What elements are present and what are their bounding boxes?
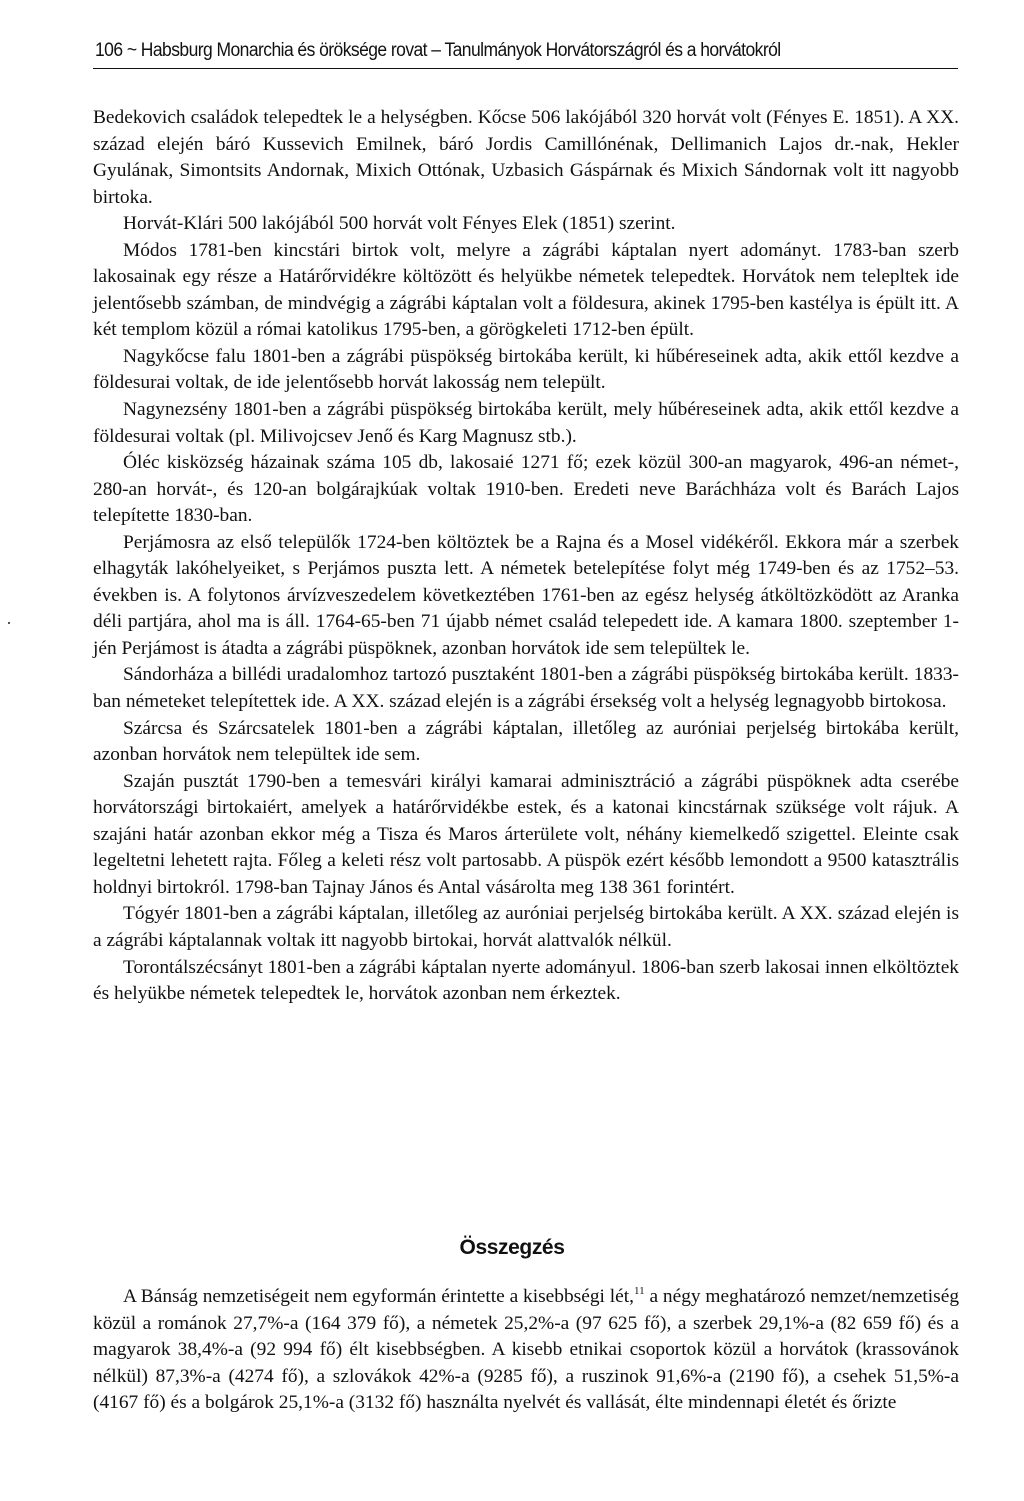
- paragraph-perjamos: Perjámosra az első települők 1724-ben költöztek be a Rajna és a Mosel vidékéről. Ekkora már a szerbek elhagyták lakóhelyeiket, s Perjámos puszta lett. A németek betelepítése folyt még 1749-ben és az 1752–53. években is. A folytonos árvízveszedelem következtében 1761-ben az egész helység átköltözködött az Aranka déli partjára, ahol ma is áll. 1764-65-ben 71 újabb német család telepedett ide. A kamara 1800. szeptember 1-jén Perjámost is átadta a zágrábi püspöknek, azonban horvátok ide sem települtek le.: [93, 531, 959, 659]
- paragraph-nagynezseny: Nagynezsény 1801-ben a zágrábi püspökség birtokába került, mely hűbéreseinek adta, akik ettől kezdve a földesurai voltak (pl. Milivojcsev Jenő és Karg Magnusz stb.).: [93, 399, 959, 447]
- main-text: [93, 105, 959, 1008]
- section-title: Összegzés: [459, 1236, 565, 1259]
- summary-paragraph: [93, 1284, 959, 1417]
- paragraph-szarcsa: Szárcsa és Szárcsatelek 1801-ben a zágrábi káptalan, illetőleg az auróniai perjelség birtokába került, azonban horvátok nem települtek ide sem.: [93, 717, 959, 766]
- running-header: [95, 40, 888, 62]
- paragraph-szajan: Szaján pusztát 1790-ben a temesvári királyi kamarai adminisztráció a zágrábi püspöknek adta cserébe horvátországi birtokaiért, amelyek a határőrvidékbe estek, és a katonai kincstárnak szüksége volt rájuk. A szajáni határ azonban ekkor még a Tisza és Maros árterülete volt, néhány kiemelkedő szigettel. Eleinte csak legeltetni lehetett rajta. Főleg a keleti rész volt partosabb. A püspök ezért később lemondott a 9500 katasztrális holdnyi birtokról. 1798-ban Tajnay János és Antal vásárolta meg 138 361 forintért.: [93, 770, 959, 898]
- paragraph-olec: Óléc kisközség házainak száma 105 db, lakosaié 1271 fő; ezek közül 300-an magyarok, 496-an német-, 280-an horvát-, és 120-an bolgárajkúak voltak 1910-ben. Eredeti neve Baráchháza volt és Barách Lajos telepítette 1830-ban.: [93, 452, 959, 527]
- paragraph-horvat-klari: Horvát-Klári 500 lakójából 500 horvát volt Fényes Elek (1851) szerint.: [123, 213, 676, 235]
- summary-part-2: a négy meghatározó nemzet/nemzetiség közül a románok 27,7%-a (164 379 fő), a németek 25,2%-a (97 625 fő), a szerbek 29,1%-a (82 659 fő) és a magyarok 38,4%-a (92 994 fő) élt kisebbségben. A kisebb etnikai csoportok közül a horvátok (krassovánok nélkül) 87,3%-a (4274 fő), a szlovákok 42%-a (9285 fő), a ruszinok 91,6%-a (2190 fő), a csehek 51,5%-a (4167 fő) és a bolgárok 25,1%-a (3132 fő) használta nyelvét és vallását, élte mindennapi életét és őrizte: [93, 1286, 960, 1414]
- summary-text: [93, 1284, 959, 1417]
- paragraph-modos: Módos 1781-ben kincstári birtok volt, melyre a zágrábi káptalan nyert adományt. 1783-ban szerb lakosainak egy része a Határőrvidékre költözött és helyükbe németek telepedtek. Horvátok nem telepltek ide jelentősebb számban, de mindvégig a zágrábi káptalan volt a földesura, akinek 1795-ben kastélya is épült itt. A két templom közül a római katolikus 1795-ben, a görögkeleti 1712-ben épült.: [93, 239, 959, 341]
- paragraph-togyer: Tógyér 1801-ben a zágrábi káptalan, illetőleg az auróniai perjelség birtokába került. A XX. század elején is a zágrábi káptalannak voltak itt nagyobb birtokai, horvát alattvalók nélkül.: [93, 903, 959, 951]
- header-rule: [93, 68, 958, 69]
- paragraph-sandorhaza: Sándorháza a billédi uradalomhoz tartozó pusztaként 1801-ben a zágrábi püspökség birtokába került. 1833-ban németeket telepítettek ide. A XX. század elején is a zágrábi érsekség volt a helység legnagyobb birtokosa.: [93, 664, 959, 713]
- paragraph-torontalszecsany: Torontálszécsányt 1801-ben a zágrábi káptalan nyerte adományul. 1806-ban szerb lakosai innen elköltöztek és helyükbe németek telepedtek le, horvátok azonban nem érkeztek.: [93, 956, 959, 1005]
- summary-part-1: A Bánság nemzetiségeit nem egyformán érintette a kisebbségi lét,: [123, 1286, 634, 1307]
- footnote-reference[interactable]: 11: [634, 1285, 645, 1297]
- margin-mark: [8, 622, 10, 624]
- header-separator: ~: [126, 40, 137, 61]
- running-title: Habsburg Monarchia és öröksége rovat – Tanulmányok Horvátországról és a horvátokról: [140, 40, 781, 61]
- page-number: 106: [95, 40, 123, 61]
- paragraph-nagykocse: Nagykőcse falu 1801-ben a zágrábi püspökség birtokába került, ki hűbéreseinek adta, akik ettől kezdve a földesurai voltak, de ide jelentősebb horvát lakosság nem települt.: [93, 345, 959, 394]
- paragraph-bedekovich: Bedekovich családok telepedtek le a helységben. Kőcse 506 lakójából 320 horvát volt (Fényes E. 1851). A XX. század elején báró Kussevich Emilnek, báró Jordis Camillónénak, Dellimanich Lajos dr.-nak, Hekler Gyulának, Simontsits Andornak, Mixich Ottónak, Uzbasich Gáspárnak és Mixich Sándornak volt itt nagyobb birtoka.: [93, 107, 959, 208]
